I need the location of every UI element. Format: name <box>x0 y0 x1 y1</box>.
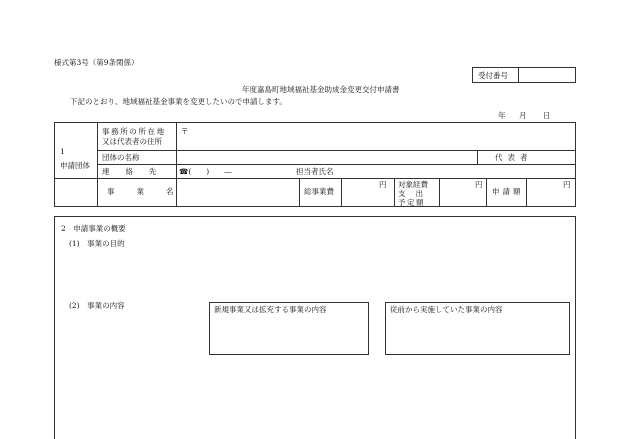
overview-heading: 2 申請事業の概要 <box>61 224 126 233</box>
expense-label-1: 対象経費 <box>398 180 428 189</box>
receipt-number-field[interactable] <box>521 69 573 81</box>
existing-project-label: 従前から実施していた事業の内容 <box>390 305 503 314</box>
total-cost-label: 総事業費 <box>304 187 334 196</box>
new-project-label: 新規事業又は拡充する事業の内容 <box>214 305 327 314</box>
representative-field[interactable] <box>535 152 573 163</box>
address-label-line2: 又は代表者の住所 <box>102 137 162 146</box>
receipt-number-box <box>472 67 576 83</box>
request-amount-field[interactable] <box>529 189 571 203</box>
request-amount-yen: 円 <box>563 180 571 189</box>
date-day: 日 <box>543 111 551 120</box>
page-title: 年度嘉島町地域福祉基金助成金変更交付申請書 <box>242 85 400 94</box>
representative-label: 代表者 <box>495 153 533 162</box>
project-name-label: 事業名 <box>107 187 196 196</box>
expense-label-2: 支出 <box>398 189 433 198</box>
existing-project-box[interactable] <box>385 302 570 355</box>
org-name-field[interactable] <box>179 152 473 163</box>
section-1-number: 1 <box>60 147 65 156</box>
project-name-field[interactable] <box>179 180 297 204</box>
total-cost-yen: 円 <box>379 180 387 189</box>
address-label-line1: 事務所の所在地 <box>102 127 166 136</box>
receipt-number-label: 受付番号 <box>478 71 508 80</box>
intro-text: 下記のとおり、地域福祉基金事業を変更したいので申請します。 <box>70 97 287 106</box>
date-year: 年 <box>498 111 506 120</box>
expense-label-3: 予定額 <box>398 198 425 207</box>
expense-yen: 円 <box>475 180 483 189</box>
request-amount-label: 申請額 <box>492 187 524 196</box>
purpose-label: (1) 事業の目的 <box>69 239 125 248</box>
postal-mark: 〒 <box>181 127 189 136</box>
form-number: 様式第3号（第9条関係） <box>54 58 139 67</box>
person-in-charge-label: 担当者氏名 <box>296 167 334 176</box>
phone-field[interactable]: ☎( ) ― <box>179 167 232 176</box>
org-name-label: 団体の名称 <box>102 153 140 162</box>
expense-field[interactable] <box>442 189 482 203</box>
contact-label: 連絡先 <box>102 167 173 176</box>
section-1-label: 申請団体 <box>60 161 90 170</box>
new-project-box[interactable] <box>209 302 369 355</box>
purpose-field[interactable] <box>69 251 569 295</box>
applicant-table <box>54 122 576 207</box>
content-label: (2) 事業の内容 <box>69 301 125 310</box>
person-in-charge-field[interactable] <box>355 166 570 177</box>
total-cost-field[interactable] <box>344 189 390 203</box>
date-month: 月 <box>519 111 527 120</box>
address-field[interactable] <box>189 125 569 147</box>
